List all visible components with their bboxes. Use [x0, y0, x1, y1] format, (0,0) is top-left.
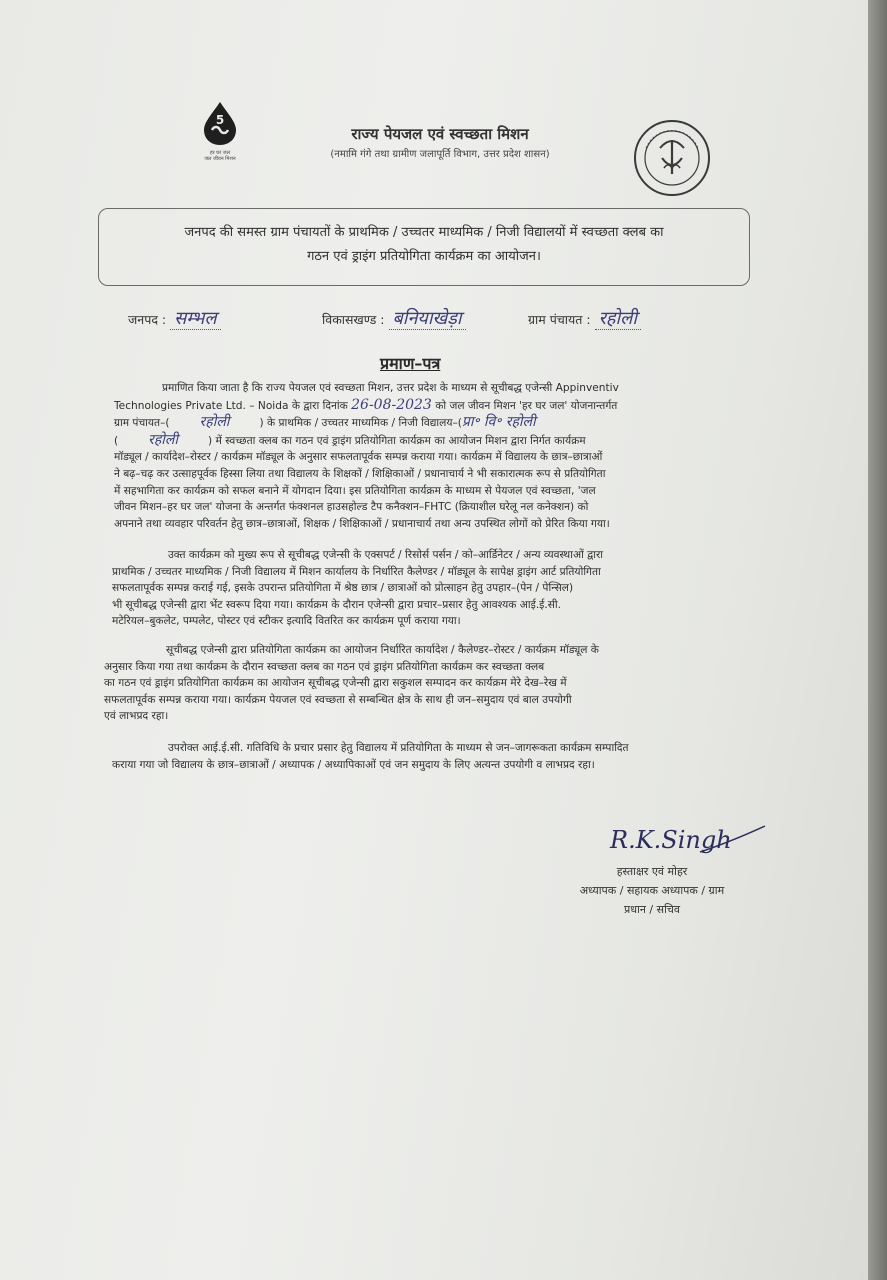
- svg-text:5: 5: [215, 113, 225, 127]
- p3-line-4: सफलतापूर्वक सम्पन्न कराया गया। कार्यक्रम पेयजल एवं स्वच्छता से सम्बन्धित क्षेत्र के साथ ही जन–समुदाय एवं बाल उपयोगी: [104, 693, 572, 706]
- signature-label: [552, 862, 752, 919]
- p4-line-1: उपरोक्त आई.ई.सी. गतिविधि के प्रचार प्रसार हेतु विद्यालय में प्रतियोगिता के माध्यम से जन–जागरूकता कार्यक्रम सम्पादित: [168, 742, 629, 754]
- signature-label-2: अध्यापक / सहायक अध्यापक / ग्राम: [579, 884, 725, 897]
- page-header: [260, 124, 620, 160]
- signature-label-3: प्रधान / सचिव: [623, 903, 681, 916]
- program-date: 26-08-2023: [351, 396, 432, 413]
- state-emblem-icon: [632, 118, 712, 202]
- gram-panchayat-handwritten-2: रहोली: [148, 431, 179, 448]
- block-field: [322, 306, 466, 330]
- p3-line-5: एवं लाभप्रद रहा।: [104, 710, 169, 723]
- mission-title: राज्य पेयजल एवं स्वच्छता मिशन: [351, 125, 529, 143]
- p3-line-3: का गठन एवं ड्राइंग प्रतियोगिता कार्यक्रम का आयोजन सूचीबद्ध एजेन्सी द्वारा सकुशल सम्पादन कर कार्यक्रम मेरे देख–रेख में: [104, 677, 567, 690]
- p1-line-3-a: ग्राम पंचायत–(: [114, 417, 170, 430]
- logo-subtagline: जल जीवन मिशन: [204, 156, 236, 162]
- p2-line-5: मटेरियल–बुकलेट, पम्पलेट, पोस्टर एवं स्टीकर इत्यादि वितरित कर कार्यक्रम पूर्ण कराया गया।: [112, 615, 461, 628]
- p3-line-2: अनुसार किया गया तथा कार्यक्रम के दौरान स्वच्छता क्लब का गठन एवं ड्राइंग प्रतियोगिता कार्यक्रम कर स्वच्छता क्लब: [104, 660, 545, 673]
- paragraph-1: [114, 380, 754, 532]
- logo-tagline: हर घर जल: [210, 150, 230, 156]
- p3-line-1: सूचीबद्ध एजेन्सी द्वारा प्रतियोगिता कार्यक्रम का आयोजन निर्धारित कार्यादेश / कैलेण्डर–रोस्टर / कार्यक्रम मॉड्यूल के: [166, 644, 599, 656]
- background-edge: [868, 0, 887, 1280]
- p1-line-7: में सहभागिता कर कार्यक्रम को सफल बनाने में योगदान दिया। इस प्रतियोगिता कार्यक्रम के माध्यम से पेयजल एवं स्वच्छता, 'जल: [114, 484, 596, 497]
- signature-text: R.K.Singh: [610, 826, 732, 854]
- water-drop-icon: [198, 100, 242, 146]
- signature-label-1: हस्ताक्षर एवं मोहर: [616, 865, 688, 878]
- block-label: विकासखण्ड :: [322, 312, 385, 327]
- p1-line-9: अपनाने तथा व्यवहार परिवर्तन हेतु छात्र–छात्राओं, शिक्षक / शिक्षिकाओं / प्रधानाचार्य तथा अन्य उपस्थित लोगों को प्रेरित किया गया।: [114, 517, 610, 530]
- p1-line-3-b: ) के प्राथमिक / उच्चतर माध्यमिक / निजी विद्यालय–(: [259, 417, 462, 430]
- p2-line-1: उक्त कार्यक्रम को मुख्य रूप से सूचीबद्ध एजेन्सी के एक्सपर्ट / रिसोर्स पर्सन / को–आर्डिनेटर / अन्य व्यवस्थाओं द्वारा: [168, 549, 604, 561]
- p1-line-8: जीवन मिशन–हर घर जल' योजना के अन्तर्गत फंक्शनल हाउसहोल्ड टैप कनैक्शन–FHTC (क्रियाशील घरेलू नल कनेक्शन) को: [114, 501, 589, 514]
- district-field: [128, 306, 221, 330]
- block-value: बनियाखेड़ा: [389, 308, 466, 330]
- document-title: प्रमाण–पत्र: [380, 354, 441, 373]
- p1-line-4-b: ) में स्वच्छता क्लब का गठन एवं ड्राइंग प्रतियोगिता कार्यक्रम का आयोजन मिशन द्वारा निर्गत कार्यक्रम: [208, 434, 586, 447]
- p1-line-2-a: Technologies Private Ltd. – Noida के द्वारा दिनांक: [114, 399, 348, 412]
- p1-line-2-b: को जल जीवन मिशन 'हर घर जल' योजनान्तर्गत: [435, 399, 618, 412]
- gram-panchayat-value: रहोली: [595, 308, 641, 330]
- p1-line-2: [114, 397, 754, 415]
- p1-line-4-a: (: [114, 434, 119, 447]
- p4-line-2: कराया गया जो विद्यालय के छात्र–छात्राओं / अध्यापक / अध्यापिकाओं एवं जन समुदाय के लिए अत्यन्त उपयोगी व लाभप्रद रहा।: [112, 758, 595, 771]
- gram-panchayat-handwritten: रहोली: [199, 414, 230, 431]
- p1-line-1: प्रमाणित किया जाता है कि राज्य पेयजल एवं स्वच्छता मिशन, उत्तर प्रदेश के माध्यम से सूचीबद्ध एजेन्सी Appinventiv: [162, 382, 619, 394]
- school-handwritten: प्रा॰ वि॰ रहोली: [461, 414, 536, 431]
- subject-line-1: जनपद की समस्त ग्राम पंचायतों के प्राथमिक / उच्चतर माध्यमिक / निजी विद्यालयों में स्वच्छता क्लब का: [184, 225, 664, 240]
- subject-box: [98, 208, 750, 286]
- p1-line-4: [114, 432, 754, 450]
- p2-line-2: प्राथमिक / उच्चतर माध्यमिक / निजी विद्यालय में मिशन कार्यालय के निर्धारित कैलेण्डर / मॉड्यूल के सापेक्ष ड्राइंग आर्ट प्रतियोगिता: [112, 565, 601, 578]
- p2-line-4: भी सूचीबद्ध एजेन्सी द्वारा भेंट स्वरूप दिया गया। कार्यक्रम के दौरान एजेन्सी द्वारा प्रचार–प्रसार हेतु आवश्यक आई.ई.सी.: [112, 598, 562, 611]
- gram-panchayat-label: ग्राम पंचायत :: [528, 312, 591, 327]
- district-label: जनपद :: [128, 312, 167, 327]
- p1-line-3: [114, 414, 754, 432]
- paragraph-3: [104, 642, 752, 725]
- p2-line-3: सफलतापूर्वक सम्पन्न कराई गई, इसके उपरान्त प्रतियोगिता में श्रेष्ठ छात्र / छात्राओं को प्रोत्साहन हेतु उपहार–(पेन / पेन्सिल): [112, 582, 574, 595]
- subject-line-2: गठन एवं ड्राइंग प्रतियोगिता कार्यक्रम का आयोजन।: [307, 249, 541, 264]
- paragraph-4: [112, 740, 752, 773]
- paragraph-2: [112, 547, 754, 630]
- mission-subtitle: (नमामि गंगे तथा ग्रामीण जलापूर्ति विभाग, उत्तर प्रदेश शासन): [330, 149, 550, 160]
- p1-line-6: ने बढ़–चढ़ कर उत्साहपूर्वक हिस्सा लिया तथा विद्यालय के शिक्षकों / शिक्षिकाओं / प्रधानाचार्य ने भी सकारात्मक रूप से प्रतियोगिता: [114, 467, 606, 480]
- p1-line-5: मॉड्यूल / कार्यादेश–रोस्टर / कार्यक्रम मॉड्यूल के अनुसार सफलतापूर्वक सम्पन्न कराया गया। कार्यक्रम में विद्यालय के छात्र–छात्राओं: [114, 451, 603, 464]
- district-value: सम्भल: [170, 308, 220, 330]
- gram-panchayat-field: [528, 306, 641, 330]
- jal-jeevan-mission-logo: [190, 100, 250, 178]
